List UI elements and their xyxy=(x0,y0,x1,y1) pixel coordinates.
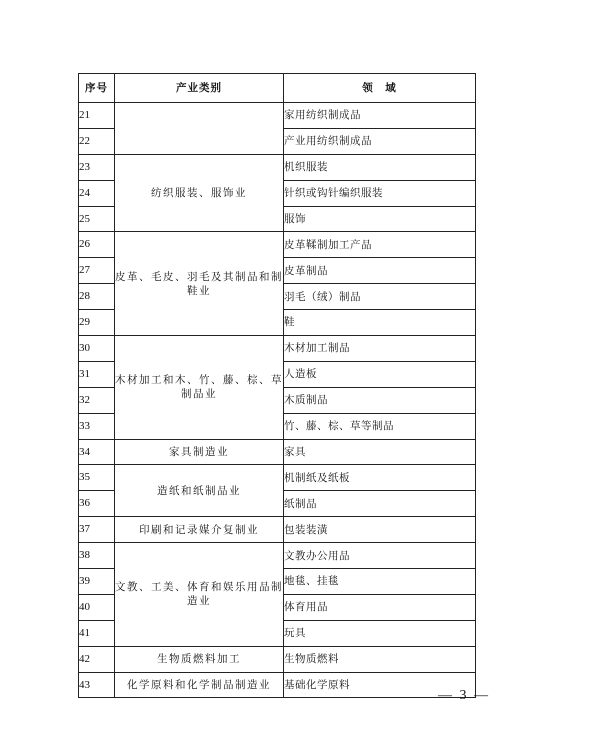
field-cell: 生物质燃料 xyxy=(284,646,476,672)
field-cell: 家具 xyxy=(284,439,476,465)
table-row xyxy=(79,439,476,465)
industry-table xyxy=(78,73,476,698)
field-cell: 文教办公用品 xyxy=(284,543,476,569)
header-category: 产业类别 xyxy=(115,74,284,103)
table-row xyxy=(79,646,476,672)
table-row xyxy=(79,465,476,491)
field-cell: 人造板 xyxy=(284,361,476,387)
header-no: 序号 xyxy=(79,74,115,103)
row-number: 25 xyxy=(79,206,115,232)
table-row xyxy=(79,543,476,569)
field-cell: 羽毛（绒）制品 xyxy=(284,284,476,310)
row-number: 32 xyxy=(79,387,115,413)
field-cell: 机织服装 xyxy=(284,154,476,180)
category-cell-printing: 印刷和记录媒介复制业 xyxy=(115,517,284,543)
row-number: 26 xyxy=(79,232,115,258)
field-cell: 纸制品 xyxy=(284,491,476,517)
row-number: 42 xyxy=(79,646,115,672)
field-cell: 家用纺织制成品 xyxy=(284,103,476,129)
row-number: 36 xyxy=(79,491,115,517)
category-cell-textile: 纺织服装、服饰业 xyxy=(115,154,284,232)
field-cell: 地毯、挂毯 xyxy=(284,569,476,595)
table-row xyxy=(79,154,476,180)
page-number: — 3 — xyxy=(438,688,490,703)
row-number: 40 xyxy=(79,594,115,620)
field-cell: 机制纸及纸板 xyxy=(284,465,476,491)
table-header-row xyxy=(79,74,476,103)
field-cell: 体育用品 xyxy=(284,594,476,620)
row-number: 27 xyxy=(79,258,115,284)
category-cell-leather: 皮革、毛皮、羽毛及其制品和制鞋业 xyxy=(115,232,284,336)
category-cell-chemical: 化学原料和化学制品制造业 xyxy=(115,672,284,698)
table-row xyxy=(79,672,476,698)
category-cell-wood: 木材加工和木、竹、藤、棕、草制品业 xyxy=(115,336,284,440)
field-cell: 产业用纺织制成品 xyxy=(284,128,476,154)
field-cell: 鞋 xyxy=(284,310,476,336)
field-cell: 玩具 xyxy=(284,620,476,646)
field-cell: 皮革鞣制加工产品 xyxy=(284,232,476,258)
table-row xyxy=(79,232,476,258)
row-number: 34 xyxy=(79,439,115,465)
header-field: 领 域 xyxy=(284,74,476,103)
row-number: 43 xyxy=(79,672,115,698)
category-cell-biofuel: 生物质燃料加工 xyxy=(115,646,284,672)
field-cell: 木质制品 xyxy=(284,387,476,413)
row-number: 39 xyxy=(79,569,115,595)
row-number: 24 xyxy=(79,180,115,206)
field-cell: 服饰 xyxy=(284,206,476,232)
row-number: 30 xyxy=(79,336,115,362)
row-number: 33 xyxy=(79,413,115,439)
row-number: 28 xyxy=(79,284,115,310)
category-cell-paper: 造纸和纸制品业 xyxy=(115,465,284,517)
row-number: 23 xyxy=(79,154,115,180)
field-cell: 木材加工制品 xyxy=(284,336,476,362)
field-cell: 皮革制品 xyxy=(284,258,476,284)
field-cell: 基础化学原料 xyxy=(284,672,476,698)
row-number: 29 xyxy=(79,310,115,336)
row-number: 21 xyxy=(79,103,115,129)
row-number: 38 xyxy=(79,543,115,569)
row-number: 22 xyxy=(79,128,115,154)
row-number: 31 xyxy=(79,361,115,387)
table-row xyxy=(79,517,476,543)
category-cell-furniture: 家具制造业 xyxy=(115,439,284,465)
row-number: 37 xyxy=(79,517,115,543)
row-number: 35 xyxy=(79,465,115,491)
row-number: 41 xyxy=(79,620,115,646)
field-cell: 包装装潢 xyxy=(284,517,476,543)
field-cell: 竹、藤、棕、草等制品 xyxy=(284,413,476,439)
category-cell-empty xyxy=(115,103,284,155)
field-cell: 针织或钩针编织服装 xyxy=(284,180,476,206)
table-row xyxy=(79,103,476,129)
table-row xyxy=(79,336,476,362)
category-cell-culture: 文教、工美、体育和娱乐用品制造业 xyxy=(115,543,284,647)
